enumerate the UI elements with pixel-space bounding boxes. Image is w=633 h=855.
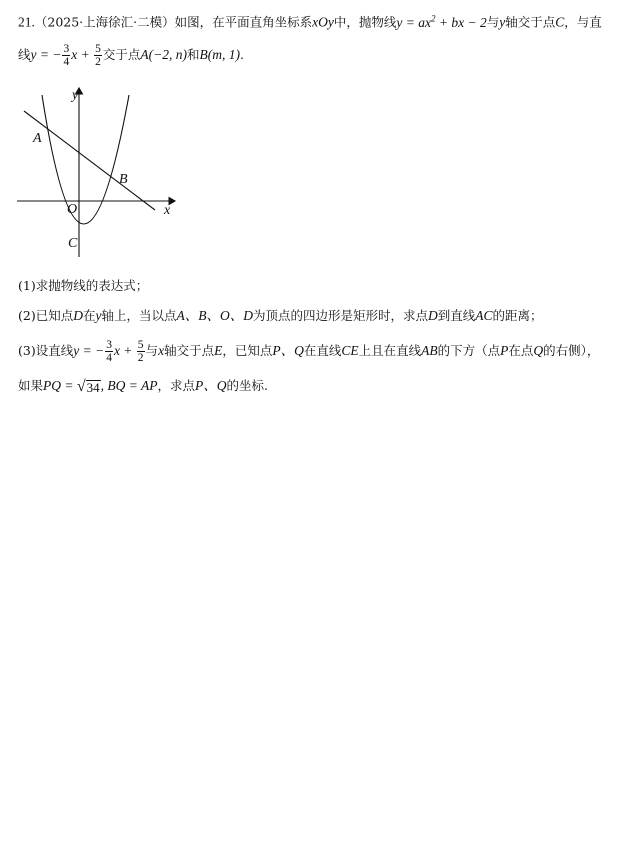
question-text: 的距离； bbox=[492, 308, 543, 323]
axis-symbol: y bbox=[499, 14, 506, 30]
question-text: ，已知点 bbox=[222, 343, 273, 358]
fraction bbox=[94, 43, 102, 68]
question-text: (2)已知点 bbox=[18, 308, 74, 323]
question-1: (1)求抛物线的表达式； bbox=[18, 278, 149, 293]
fraction bbox=[62, 43, 70, 68]
question-3-line-1 bbox=[18, 339, 599, 364]
question-text: 在点 bbox=[508, 343, 534, 358]
question-2 bbox=[18, 307, 543, 325]
label-C: C bbox=[68, 236, 78, 251]
point-symbol: E bbox=[214, 343, 223, 358]
question-3-line-2 bbox=[18, 377, 268, 395]
fraction-denominator: 2 bbox=[137, 352, 144, 364]
point-symbol: Q bbox=[533, 343, 544, 358]
line-symbol: AC bbox=[475, 308, 493, 323]
label-O: O bbox=[67, 202, 78, 217]
label-y: y bbox=[72, 88, 79, 103]
problem-text: 交于点 bbox=[102, 47, 141, 62]
condition-equation: , BQ = AP bbox=[100, 378, 158, 393]
line-equation-part: y = − bbox=[73, 343, 105, 358]
point-list: P、Q bbox=[195, 378, 227, 393]
parabola-curve bbox=[42, 95, 129, 224]
question-text: 如果 bbox=[18, 378, 44, 393]
point-list: A、B、O、D bbox=[176, 308, 253, 323]
point-A-coords: A(−2, n) bbox=[140, 47, 187, 62]
problem-line-2 bbox=[18, 43, 244, 68]
point-symbol: P bbox=[500, 343, 509, 358]
label-x: x bbox=[164, 203, 171, 218]
problem-text: ，与直 bbox=[564, 14, 602, 30]
problem-text: 与 bbox=[486, 14, 500, 30]
fraction-numerator: 5 bbox=[95, 43, 101, 55]
problem-number: 21. bbox=[18, 14, 35, 30]
question-text: 轴上，当以点 bbox=[101, 308, 177, 323]
fraction-numerator: 3 bbox=[63, 43, 70, 55]
problem-text: 如图，在平面直角坐标系 bbox=[174, 14, 313, 30]
problem-text: 中，抛物线 bbox=[333, 14, 397, 30]
parabola-equation bbox=[396, 15, 486, 30]
line-symbol: CE bbox=[341, 343, 359, 358]
question-text: 在直线 bbox=[303, 343, 342, 358]
question-text: 与 bbox=[145, 343, 159, 358]
radicand: 34 bbox=[86, 379, 100, 395]
problem-source: （2025·上海徐汇·二模） bbox=[34, 14, 175, 30]
coordinate-figure bbox=[15, 82, 180, 257]
fraction-denominator: 2 bbox=[95, 56, 101, 68]
problem-text: 线 bbox=[18, 47, 31, 62]
question-text: ，求点 bbox=[157, 378, 196, 393]
fraction bbox=[137, 339, 145, 364]
question-text: 到直线 bbox=[437, 308, 476, 323]
square-root: √ 34 bbox=[76, 377, 100, 395]
fraction bbox=[105, 339, 113, 364]
fraction-denominator: 4 bbox=[63, 56, 70, 68]
line-equation-part: y = − bbox=[30, 47, 62, 62]
problem-text: 轴交于点 bbox=[505, 14, 556, 30]
line-AB bbox=[24, 111, 155, 210]
question-text: (3)设直线 bbox=[18, 343, 74, 358]
axis-symbol: x bbox=[158, 343, 165, 358]
line-symbol: AB bbox=[421, 343, 438, 358]
problem-text: . bbox=[239, 47, 244, 62]
fraction-numerator: 5 bbox=[137, 339, 144, 351]
axis-symbol: y bbox=[95, 308, 102, 323]
point-symbol: D bbox=[73, 308, 83, 323]
condition-equation: PQ = bbox=[43, 378, 77, 393]
question-text: 的右侧）， bbox=[543, 343, 600, 358]
equation-exponent: 2 bbox=[431, 13, 436, 23]
coord-system-name: xOy bbox=[312, 14, 334, 30]
question-text: 的下方（点 bbox=[437, 343, 501, 358]
question-text: 上且在直线 bbox=[358, 343, 422, 358]
point-B-coords: B(m, 1) bbox=[199, 47, 240, 62]
question-text: 的坐标. bbox=[226, 378, 269, 393]
problem-line-1 bbox=[18, 9, 602, 32]
label-B: B bbox=[119, 172, 128, 187]
label-A: A bbox=[33, 131, 42, 146]
question-text: 轴交于点 bbox=[164, 343, 215, 358]
point-symbol: C bbox=[555, 14, 565, 30]
point-symbol: D bbox=[428, 308, 438, 323]
point-list: P、Q bbox=[272, 343, 304, 358]
question-text: 为顶点的四边形是矩形时，求点 bbox=[253, 308, 429, 323]
problem-text: 和 bbox=[186, 47, 200, 62]
line-equation-part: x + bbox=[71, 47, 94, 62]
equation-part: y = ax bbox=[396, 14, 431, 30]
question-text: 在 bbox=[82, 308, 96, 323]
fraction-numerator: 3 bbox=[106, 339, 112, 351]
fraction-denominator: 4 bbox=[106, 352, 112, 364]
line-equation-part: x + bbox=[113, 343, 136, 358]
equation-part: + bx − 2 bbox=[435, 14, 487, 30]
